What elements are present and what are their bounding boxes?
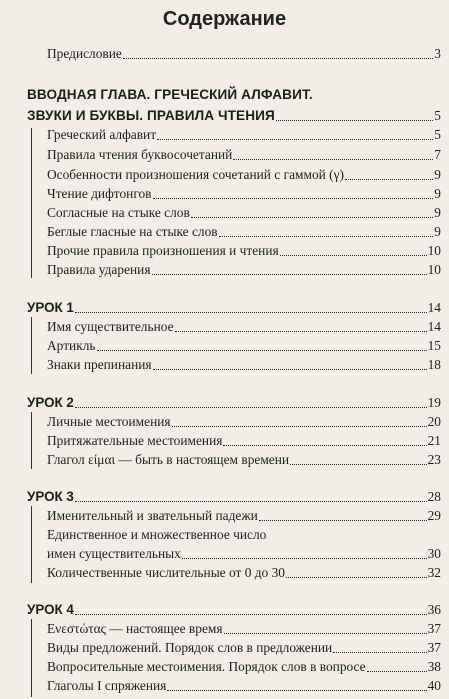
toc-entry[interactable] bbox=[47, 636, 441, 656]
leader-dots bbox=[223, 445, 426, 446]
chapter-heading-text: ЗВУКИ И БУКВЫ. ПРАВИЛА ЧТЕНИЯ bbox=[27, 108, 275, 123]
page-number: 7 bbox=[434, 147, 441, 162]
toc-entry[interactable] bbox=[47, 258, 441, 278]
lesson-heading[interactable] bbox=[27, 598, 441, 618]
leader-dots bbox=[280, 255, 427, 256]
toc-entry[interactable] bbox=[47, 201, 441, 221]
page-number: 9 bbox=[434, 186, 441, 201]
page-number: 29 bbox=[427, 508, 441, 523]
entry-label: имен существительных bbox=[47, 546, 181, 561]
lesson-heading[interactable] bbox=[27, 296, 441, 316]
leader-dots bbox=[153, 369, 427, 370]
page-number: 23 bbox=[427, 452, 441, 467]
page-number: 21 bbox=[427, 433, 441, 448]
leader-dots bbox=[286, 577, 427, 578]
entry-label: Согласные на стыке слов bbox=[47, 205, 190, 220]
leader-dots bbox=[153, 198, 434, 199]
toc-entry-line2[interactable] bbox=[47, 542, 441, 562]
page-number: 5 bbox=[434, 127, 441, 142]
leader-dots bbox=[75, 614, 427, 615]
entry-label: Именительный и звательный падежи bbox=[47, 508, 258, 523]
toc-entry[interactable] bbox=[47, 315, 441, 335]
entry-label: Глаголы I спряжения bbox=[47, 678, 167, 693]
entry-label: Имя существительное bbox=[47, 319, 174, 334]
page-number: 9 bbox=[434, 224, 441, 239]
page-number: 5 bbox=[434, 108, 441, 123]
leader-dots bbox=[75, 312, 427, 313]
leader-dots bbox=[233, 159, 433, 160]
page-number: 30 bbox=[427, 546, 441, 561]
section-bracket-line bbox=[31, 317, 32, 374]
entry-label: Знаки препинания bbox=[47, 357, 152, 372]
page-number: 37 bbox=[427, 640, 441, 655]
toc-entry[interactable] bbox=[47, 410, 441, 430]
leader-dots bbox=[224, 633, 427, 634]
entry-label: Единственное и множественное число bbox=[47, 527, 267, 542]
chapter-heading-line2[interactable] bbox=[27, 104, 441, 124]
toc-entry[interactable] bbox=[47, 353, 441, 373]
entry-label: Притяжательные местоимения bbox=[47, 433, 223, 448]
leader-dots bbox=[182, 558, 427, 559]
toc-entry[interactable] bbox=[47, 163, 441, 183]
toc-entry[interactable] bbox=[47, 504, 441, 524]
leader-dots bbox=[75, 501, 427, 502]
toc-entry[interactable] bbox=[47, 123, 441, 143]
entry-label: Правила ударения bbox=[47, 262, 151, 277]
leader-dots bbox=[123, 58, 433, 59]
toc-entry[interactable] bbox=[47, 429, 441, 449]
leader-dots bbox=[75, 407, 427, 408]
toc-entry[interactable] bbox=[47, 239, 441, 259]
section-bracket-line bbox=[31, 619, 32, 697]
entry-label: Предисловие bbox=[47, 46, 122, 61]
entry-label: Беглые гласные на стыке слов bbox=[47, 224, 218, 239]
entry-label: Виды предложений. Порядок слов в предложении bbox=[47, 640, 333, 655]
page-number: 9 bbox=[434, 167, 441, 182]
entry-label: Чтение дифтонгов bbox=[47, 186, 152, 201]
leader-dots bbox=[97, 350, 427, 351]
page-number: 10 bbox=[427, 243, 441, 258]
entry-label: Вопросительные местоимения. Порядок слов в вопросе bbox=[47, 659, 366, 674]
page-number: 40 bbox=[427, 678, 441, 693]
toc-entry[interactable] bbox=[47, 220, 441, 240]
entry-label: Правила чтения буквосочетаний bbox=[47, 147, 233, 162]
leader-dots bbox=[345, 179, 433, 180]
toc-entry[interactable] bbox=[47, 448, 441, 468]
leader-dots bbox=[290, 464, 427, 465]
page-number: 32 bbox=[427, 565, 441, 580]
leader-dots bbox=[259, 520, 427, 521]
lesson-heading[interactable] bbox=[27, 391, 441, 411]
toc-entry[interactable] bbox=[47, 655, 441, 675]
page-number: 9 bbox=[434, 205, 441, 220]
section-bracket-line bbox=[31, 506, 32, 583]
leader-dots bbox=[219, 236, 434, 237]
entry-label: Прочие правила произношения и чтения bbox=[47, 243, 279, 258]
toc-entry[interactable] bbox=[47, 334, 441, 354]
entry-label: Особенности произношения сочетаний с гаммой (γ) bbox=[47, 167, 345, 182]
leader-dots bbox=[333, 652, 426, 653]
page-title: Содержание bbox=[162, 8, 287, 30]
toc-entry-line1[interactable] bbox=[47, 523, 441, 543]
page-number: 18 bbox=[427, 357, 441, 372]
lesson-label: УРОК 2 bbox=[27, 395, 74, 410]
entry-label: Греческий алфавит bbox=[47, 127, 157, 142]
leader-dots bbox=[276, 120, 433, 121]
toc-entry[interactable] bbox=[47, 561, 441, 581]
entry-label: Количественные числительные от 0 до 30 bbox=[47, 565, 285, 580]
page-number: 14 bbox=[427, 300, 441, 315]
lesson-heading[interactable] bbox=[27, 485, 441, 505]
page-number: 19 bbox=[427, 395, 441, 410]
leader-dots bbox=[172, 426, 427, 427]
entry-label: Ενεστώτας — настоящее время bbox=[47, 621, 223, 636]
leader-dots bbox=[191, 217, 433, 218]
toc-entry-preface[interactable] bbox=[47, 42, 441, 62]
toc-entry[interactable] bbox=[47, 617, 441, 637]
section-bracket-line bbox=[31, 412, 32, 469]
leader-dots bbox=[167, 690, 426, 691]
leader-dots bbox=[157, 139, 433, 140]
page-number: 20 bbox=[427, 414, 441, 429]
leader-dots bbox=[175, 331, 427, 332]
toc-entry[interactable] bbox=[47, 143, 441, 163]
page-number: 14 bbox=[427, 319, 441, 334]
entry-label: Артикль bbox=[47, 338, 96, 353]
chapter-heading-text: ВВОДНАЯ ГЛАВА. ГРЕЧЕСКИЙ АЛФАВИТ. bbox=[27, 87, 313, 102]
lesson-label: УРОК 4 bbox=[27, 602, 74, 617]
lesson-label: УРОК 3 bbox=[27, 489, 74, 504]
entry-label: Глагол είμαι — быть в настоящем времени bbox=[47, 452, 290, 467]
leader-dots bbox=[367, 671, 427, 672]
page-number: 10 bbox=[427, 262, 441, 277]
page-number: 38 bbox=[427, 659, 441, 674]
page-number: 37 bbox=[427, 621, 441, 636]
page-number: 3 bbox=[434, 46, 441, 61]
lesson-label: УРОК 1 bbox=[27, 300, 74, 315]
entry-label: Личные местоимения bbox=[47, 414, 171, 429]
toc-entry[interactable] bbox=[47, 674, 441, 694]
section-bracket-line bbox=[31, 128, 32, 278]
toc-entry[interactable] bbox=[47, 182, 441, 202]
page-number: 36 bbox=[427, 602, 441, 617]
chapter-heading-line1[interactable] bbox=[27, 83, 441, 103]
page-number: 28 bbox=[427, 489, 441, 504]
leader-dots bbox=[152, 274, 427, 275]
page-number: 15 bbox=[427, 338, 441, 353]
